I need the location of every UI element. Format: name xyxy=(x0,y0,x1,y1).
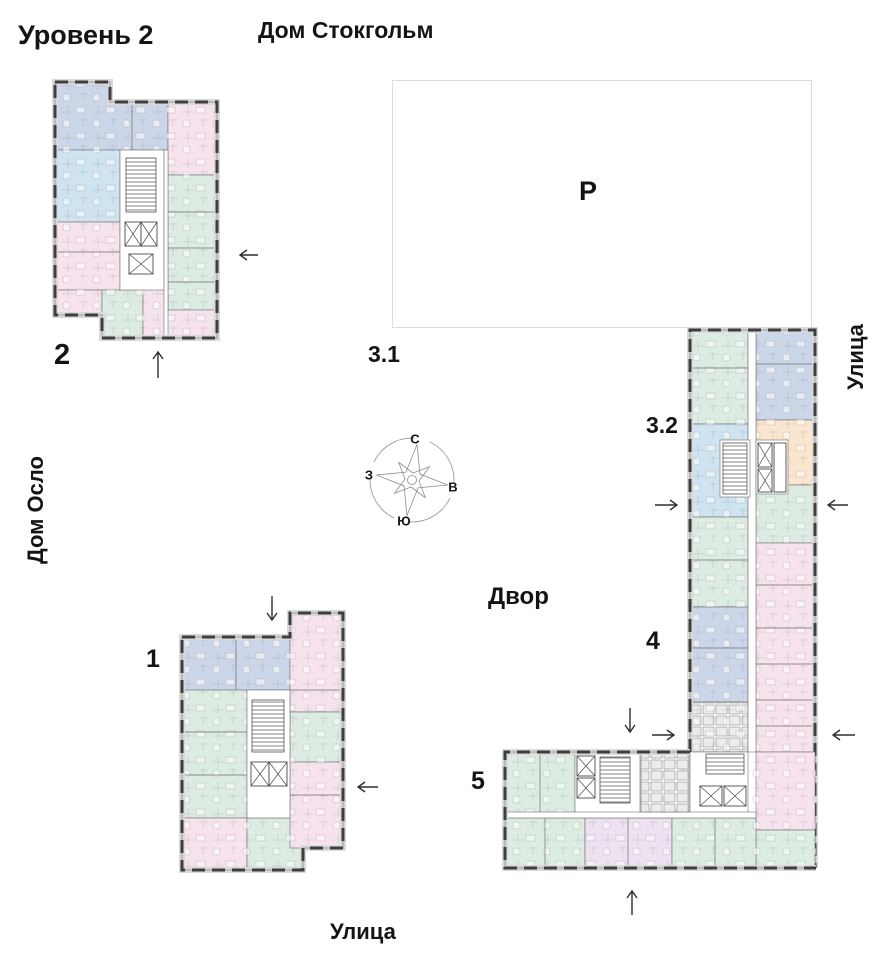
parking-area[interactable] xyxy=(392,80,812,328)
arrow-left-b4-icon xyxy=(833,730,855,740)
building-31-label: 3.1 xyxy=(368,341,400,367)
arrow-right-b4-icon xyxy=(652,730,674,740)
building-4-label: 4 xyxy=(646,627,660,655)
building-2-plan[interactable] xyxy=(55,82,217,338)
street-bottom-label: Улица xyxy=(330,919,396,944)
arrow-left-b1-icon xyxy=(358,782,378,792)
building-5-label: 5 xyxy=(471,767,485,795)
compass-north-label: С xyxy=(410,431,420,447)
arrow-right-b32-icon xyxy=(655,500,677,510)
building-5-plan[interactable] xyxy=(505,752,816,868)
compass-east-label: В xyxy=(448,479,458,495)
arrow-down-b1-icon xyxy=(267,596,277,620)
street-right-label: Улица xyxy=(843,324,868,390)
building-2-label: 2 xyxy=(54,339,71,371)
courtyard-label: Двор xyxy=(488,583,549,610)
arrow-left-b2-icon xyxy=(240,250,258,260)
level-title: Уровень 2 xyxy=(18,20,154,50)
building-1-plan[interactable] xyxy=(182,613,343,870)
arrow-down-b5-icon xyxy=(625,708,635,732)
arrow-left-b32-icon xyxy=(828,500,848,510)
compass-west-label: З xyxy=(364,467,374,483)
building-1-label: 1 xyxy=(146,645,160,673)
house-stockholm-label: Дом Стокгольм xyxy=(258,17,434,43)
parking-label: Р xyxy=(579,176,598,206)
compass-south-label: Ю xyxy=(397,513,411,529)
house-oslo-label: Дом Осло xyxy=(23,456,48,564)
arrow-up-b2-icon xyxy=(153,352,163,378)
arrow-up-b5-icon xyxy=(627,891,637,915)
building-32-label: 3.2 xyxy=(646,412,678,438)
